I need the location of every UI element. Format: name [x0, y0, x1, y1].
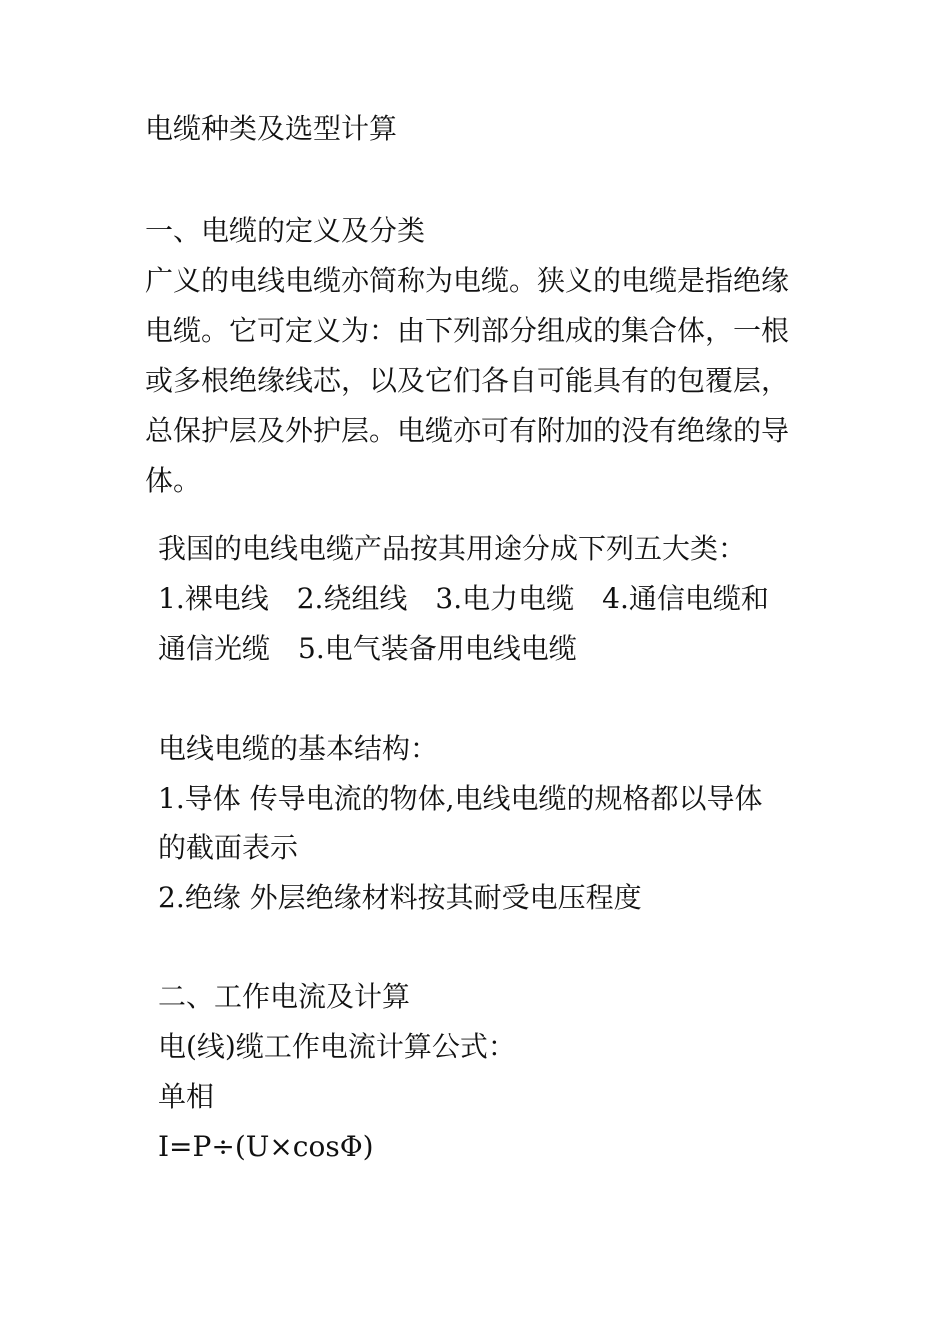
formula-intro: 电(线)缆工作电流计算公式： [158, 1030, 516, 1063]
categories-list: 通信光缆 5.电气装备用电线电缆 [158, 632, 577, 665]
structure-item: 2.绝缘 外层绝缘材料按其耐受电压程度 [158, 881, 642, 914]
formula-label: 单相 [158, 1080, 215, 1113]
formula: I=P÷(U×cosΦ) [158, 1130, 374, 1163]
section-1-heading: 一、电缆的定义及分类 [145, 214, 426, 247]
paragraph-line: 广义的电线电缆亦简称为电缆。狭义的电缆是指绝缘 [145, 264, 790, 297]
categories-list: 1.裸电线 2.绕组线 3.电力电缆 4.通信电缆和 [158, 582, 769, 615]
paragraph-line: 体。 [145, 464, 202, 497]
structure-item: 的截面表示 [158, 831, 299, 864]
structure-item: 1.导体 传导电流的物体,电线电缆的规格都以导体 [158, 782, 763, 815]
paragraph-line: 或多根绝缘线芯，以及它们各自可能具有的包覆层， [145, 364, 790, 397]
section-2-heading: 二、工作电流及计算 [158, 980, 411, 1013]
paragraph-line: 电缆。它可定义为：由下列部分组成的集合体，一根 [145, 314, 790, 347]
categories-intro: 我国的电线电缆产品按其用途分成下列五大类： [158, 532, 747, 565]
document-title: 电缆种类及选型计算 [145, 112, 398, 145]
structure-heading: 电线电缆的基本结构： [158, 732, 439, 765]
paragraph-line: 总保护层及外护层。电缆亦可有附加的没有绝缘的导 [145, 414, 790, 447]
